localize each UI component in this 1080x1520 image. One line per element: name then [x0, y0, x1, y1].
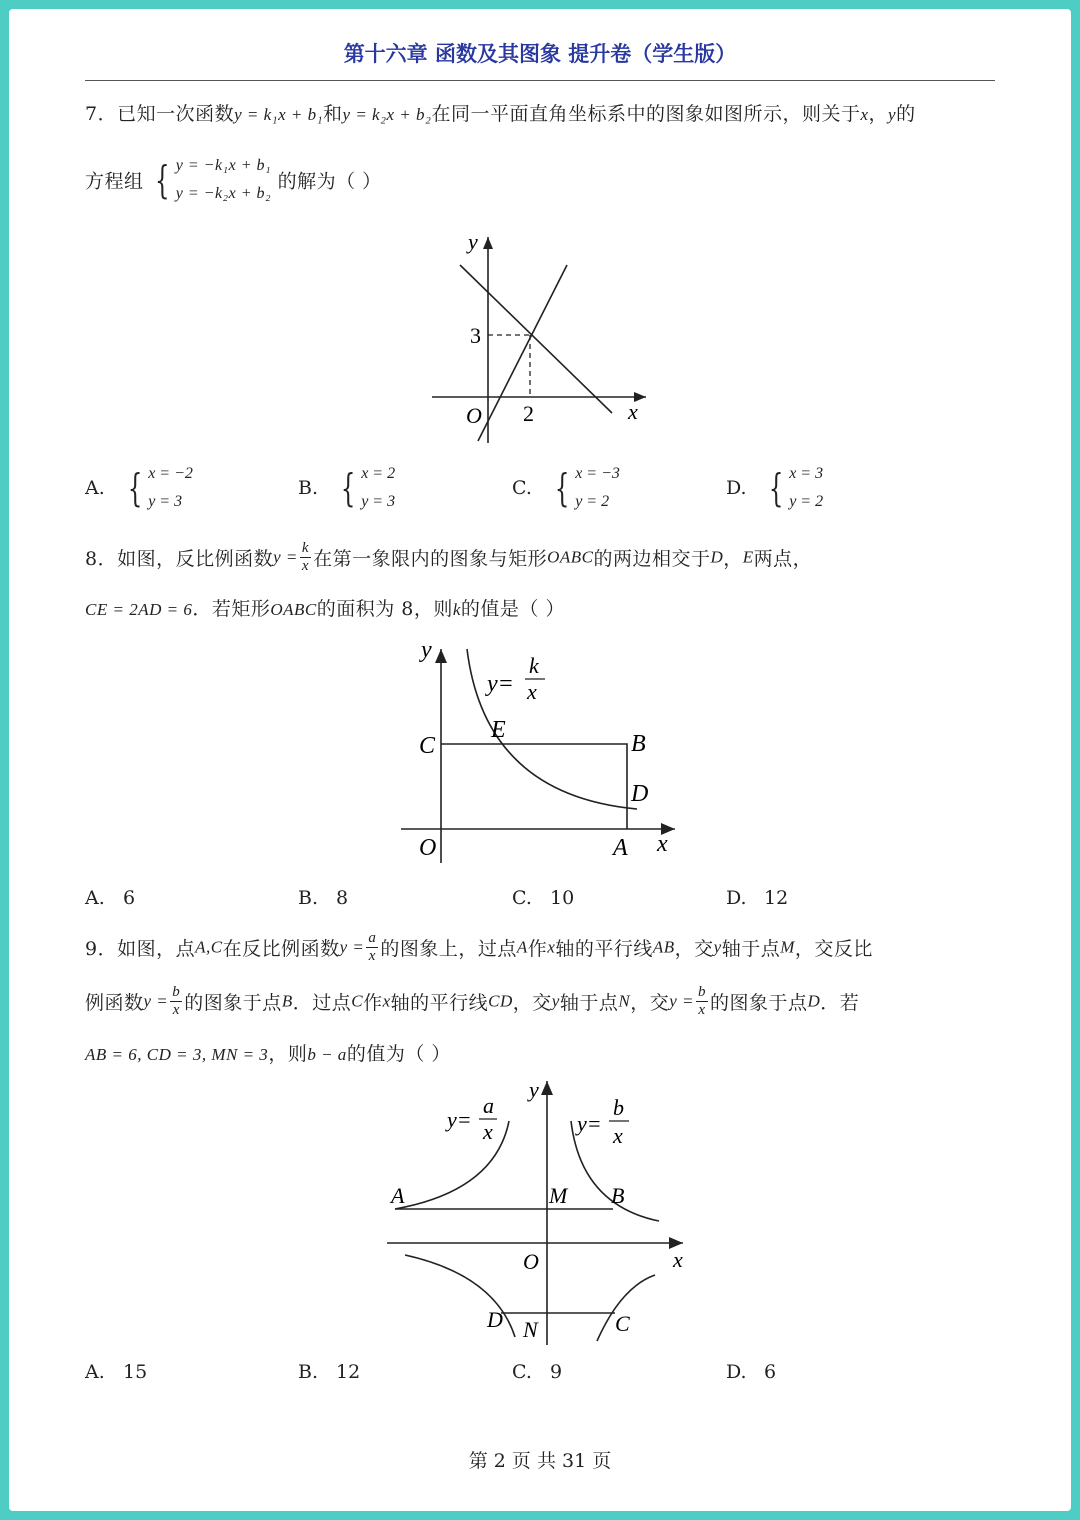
option-row2: y = 2	[789, 493, 824, 510]
q9-line2	[85, 984, 859, 1019]
option-label: A.	[85, 887, 105, 909]
q7-equation-system: { y = −k₁x + b₁ y = −k₂x + b₂	[150, 152, 271, 208]
q9-text: ．过点	[292, 992, 352, 1014]
q9-eq-lhs: y =	[669, 991, 694, 1011]
q9-point-c-label: C	[615, 1311, 630, 1336]
q9-text: 作	[363, 992, 383, 1014]
q9-point-b-label: B	[611, 1183, 625, 1208]
q7-option-b[interactable]: B. { x = 2 y = 3	[298, 460, 395, 516]
q9-origin-label: O	[523, 1249, 539, 1274]
q8-text: 的两边相交于	[593, 548, 711, 570]
q8-point-c-label: C	[419, 733, 436, 759]
q8-fraction	[300, 540, 311, 575]
q9-text: 轴于点	[559, 992, 619, 1014]
q8-rectangle	[441, 744, 627, 829]
q9-point-n: N	[618, 991, 631, 1011]
option-value: 12	[764, 887, 789, 909]
frac-den: x	[368, 948, 376, 964]
q9-var-y: y	[551, 991, 560, 1011]
q8-point-a-label: A	[613, 835, 628, 861]
q7-x-label: x	[628, 399, 638, 424]
q9-point-b: B	[281, 991, 293, 1011]
q9-point-c: C	[351, 991, 364, 1011]
q9-option-d[interactable]	[726, 1361, 776, 1383]
q7-var-x: x	[860, 105, 869, 124]
q9-text: ，交反比	[794, 938, 873, 960]
q8-rect-name: OABC	[547, 547, 594, 567]
q9-segment-cd: CD	[488, 991, 513, 1011]
q9-text: 轴于点	[721, 938, 781, 960]
option-label: D.	[726, 887, 747, 909]
q9-text: ，交	[512, 992, 552, 1014]
q7-line1	[85, 99, 916, 126]
q7-eq2: y = k₂x + b₂	[342, 105, 432, 124]
q9-point-m-label: M	[549, 1183, 568, 1208]
q8-text: 如图，反比例函数	[117, 548, 274, 570]
frac-num: b	[697, 984, 706, 1000]
q9-number: 9．	[85, 938, 118, 960]
option-value: 15	[123, 1361, 148, 1383]
q7-option-c[interactable]: C. { x = −3 y = 2	[512, 460, 620, 516]
q7-option-d[interactable]: D. { x = 3 y = 2	[726, 460, 823, 516]
q8-option-b[interactable]	[298, 887, 348, 909]
option-value: 6	[123, 887, 136, 909]
frac-num: k	[301, 540, 310, 556]
q7-y-label: y	[468, 229, 478, 254]
q8-y-arrow	[435, 649, 447, 663]
option-value: 10	[550, 887, 575, 909]
q8-text: 两点，	[753, 548, 813, 570]
q9-option-c[interactable]	[512, 1361, 562, 1383]
q7-var-y: y	[888, 105, 897, 124]
q8-option-d[interactable]	[726, 887, 788, 909]
q9-text: 的图象上，过点	[380, 938, 517, 960]
q7-text: 和	[323, 103, 343, 125]
q9-expression: b − a	[307, 1045, 347, 1064]
frac-num: a	[368, 930, 377, 946]
q9-right-curve-num: b	[613, 1095, 624, 1120]
page-header-title: 第十六章 函数及其图象 提升卷（学生版）	[343, 42, 737, 66]
q7-line-decreasing	[460, 265, 612, 413]
q9-text: 的图象于点	[184, 992, 282, 1014]
q8-text: 的值是（ ）	[460, 598, 565, 620]
q8-curve-num: k	[529, 653, 539, 678]
q7-figure	[420, 225, 660, 450]
q8-point-b-label: B	[631, 731, 646, 757]
option-row1: x = −2	[148, 465, 193, 482]
q9-figure	[385, 1075, 695, 1350]
option-label: D.	[726, 1361, 747, 1383]
q9-point-a: A	[516, 937, 528, 957]
q7-text: 方程组	[85, 170, 144, 193]
q8-text: 的面积为 8，则	[316, 598, 453, 620]
option-label: C.	[512, 887, 532, 909]
page-footer: 第 2 页 共 31 页	[468, 1450, 612, 1472]
q7-tick-y: 3	[470, 323, 481, 348]
q9-text: 的图象于点	[709, 992, 808, 1014]
q7-text: 在同一平面直角坐标系中的图象如图所示，则关于	[431, 103, 861, 125]
option-value: 12	[336, 1361, 361, 1383]
q9-option-b[interactable]	[298, 1361, 360, 1383]
q8-text: 在第一象限内的图象与矩形	[313, 548, 548, 570]
q9-text: 在反比例函数	[222, 938, 340, 960]
q8-x-label: x	[657, 831, 668, 857]
option-label: C.	[512, 477, 532, 499]
q7-origin-label: O	[466, 403, 482, 428]
q8-curve-den: x	[527, 679, 537, 704]
q9-point-a-label: A	[391, 1183, 405, 1208]
q9-left-curve-den: x	[483, 1119, 493, 1144]
q9-text: 作	[527, 938, 548, 960]
q9-fraction-b	[170, 984, 182, 1019]
option-row2: y = 2	[575, 493, 610, 510]
q8-eq-lhs: y =	[273, 547, 298, 567]
frac-den: x	[301, 558, 310, 574]
q9-text: ，交	[630, 992, 670, 1014]
header-divider	[85, 80, 995, 81]
q9-text: ．若	[820, 992, 860, 1014]
q9-text: 轴的平行线	[555, 938, 653, 960]
q9-fraction-b2	[696, 984, 708, 1019]
q8-option-c[interactable]	[512, 887, 574, 909]
q9-line3	[85, 1039, 451, 1066]
q9-right-curve-den: x	[613, 1123, 623, 1148]
q9-text: 如图，点	[117, 938, 196, 960]
q9-var-x: x	[382, 991, 391, 1011]
q7-line2	[85, 152, 382, 208]
q9-var-x: x	[547, 937, 556, 957]
q8-option-a[interactable]	[85, 887, 135, 909]
frac-num: b	[172, 984, 181, 1000]
option-label: A.	[85, 1361, 105, 1383]
option-label: D.	[726, 477, 747, 499]
q7-option-a[interactable]: A. { x = −2 y = 3	[85, 460, 193, 516]
q8-curve-label-lhs: y=	[487, 671, 514, 697]
q8-origin-label: O	[419, 835, 437, 861]
q9-eq-lhs: y =	[339, 937, 365, 957]
q8-point-e-label: E	[491, 717, 506, 743]
q9-point-d-label: D	[487, 1307, 503, 1332]
q9-text: 例函数	[85, 992, 144, 1014]
q8-line2	[85, 594, 565, 621]
q8-line1	[85, 540, 812, 575]
option-label: C.	[512, 1361, 532, 1383]
q7-eq1: y = k₁x + b₁	[234, 105, 324, 124]
q8-number: 8．	[85, 548, 118, 570]
q9-var-y: y	[713, 937, 722, 957]
q9-line1	[85, 930, 873, 965]
q9-right-curve-lhs: y=	[577, 1111, 602, 1136]
option-value: 6	[764, 1361, 777, 1383]
q9-text: 轴的平行线	[390, 992, 489, 1014]
option-label: A.	[85, 477, 105, 499]
q9-eq-lhs: y =	[143, 991, 169, 1011]
q9-fraction-a	[366, 930, 378, 965]
q8-rect-name: OABC	[270, 600, 317, 619]
option-row1: x = −3	[575, 465, 620, 482]
q7-text: ，	[868, 103, 889, 125]
q9-point-n-label: N	[523, 1317, 538, 1342]
option-label: B.	[298, 477, 319, 499]
option-value: 8	[336, 887, 349, 909]
q8-point-d: D	[710, 547, 724, 567]
q7-text: 已知一次函数	[117, 103, 235, 125]
q9-point-d: D	[807, 991, 821, 1011]
q9-text: ，则	[268, 1043, 308, 1065]
q9-text: ，交	[674, 938, 714, 960]
q7-text: 的解为（ ）	[277, 170, 382, 193]
q9-x-label: x	[673, 1247, 683, 1272]
q7-system-row1: y = −k₁x + b₁	[175, 157, 272, 174]
q8-condition: CE = 2AD = 6	[85, 600, 193, 619]
frac-den: x	[172, 1002, 180, 1018]
q9-points-ac: A,C	[195, 937, 223, 957]
q8-var-k: k	[452, 600, 461, 619]
frac-den: x	[698, 1002, 706, 1018]
q9-left-curve-lhs: y=	[447, 1107, 472, 1132]
q8-y-label: y	[421, 637, 432, 663]
q9-point-m: M	[780, 937, 795, 957]
q8-text: ，	[723, 548, 743, 570]
q9-y-arrow	[541, 1081, 553, 1095]
q9-segment-ab: AB	[652, 937, 675, 957]
q8-text: ．若矩形	[192, 598, 271, 620]
option-value: 9	[550, 1361, 563, 1383]
q9-y-label: y	[529, 1077, 539, 1102]
q9-text: 的值为（ ）	[346, 1043, 451, 1065]
q8-point-d-label: D	[631, 781, 649, 807]
q8-point-e: E	[742, 547, 754, 567]
q9-left-curve-num: a	[483, 1093, 494, 1118]
q7-text: 的	[896, 103, 916, 125]
q7-y-arrow	[483, 237, 493, 249]
q9-condition: AB = 6, CD = 3, MN = 3	[85, 1045, 269, 1064]
option-row1: x = 2	[361, 465, 396, 482]
option-row2: y = 3	[361, 493, 396, 510]
q7-system-row2: y = −k₂x + b₂	[175, 185, 272, 202]
q7-tick-x: 2	[523, 401, 534, 426]
q8-figure	[395, 635, 685, 870]
q9-option-a[interactable]	[85, 1361, 147, 1383]
option-label: B.	[298, 887, 319, 909]
option-row1: x = 3	[789, 465, 824, 482]
option-label: B.	[298, 1361, 319, 1383]
q7-number: 7．	[85, 103, 118, 125]
option-row2: y = 3	[148, 493, 183, 510]
